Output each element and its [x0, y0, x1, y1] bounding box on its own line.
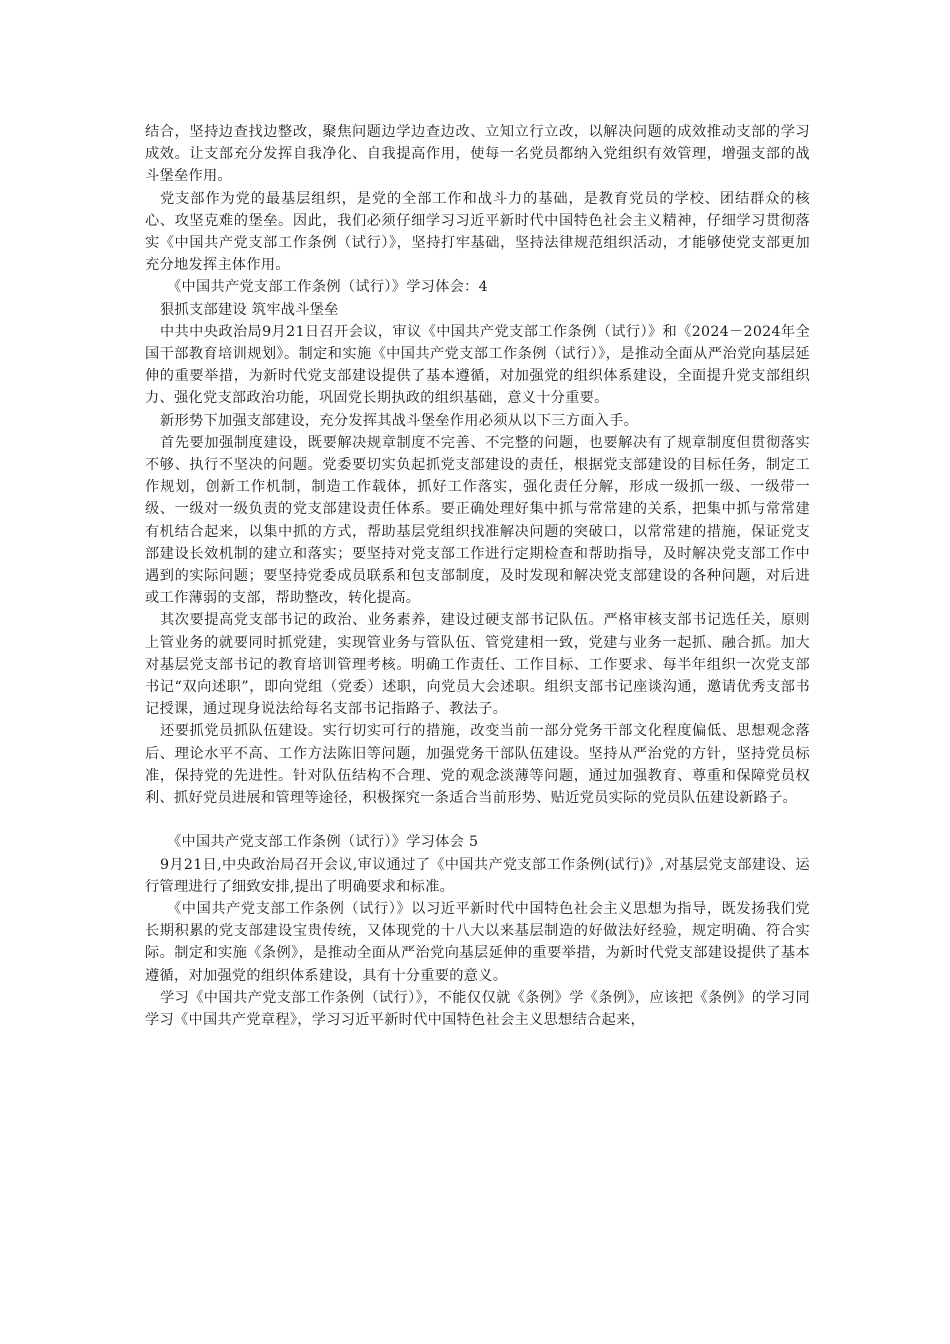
section-gap: [145, 809, 810, 831]
paragraph-second-secretary: 其次要提高党支部书记的政治、业务素养，建设过硬支部书记队伍。严格审核支部书记选任关，原则上管业务的就要同时抓党建，实现管业务与管队伍、管党建相一致，党建与业务一起抓、融合抓。加大对基层党支部书记的教育培训管理考核。明确工作责任、工作目标、工作要求、每半年组织一次党支部书记“双向述职”，即向党组（党委）述职，向党员大会述职。组织支部书记座谈沟通，邀请优秀支部书记授课，通过现身说法给每名支部书记指路子、教法子。: [145, 612, 810, 718]
paragraph-regulation-guidance: 《中国共产党支部工作条例（试行）》以习近平新时代中国特色社会主义思想为指导，既发扬我们党长期积累的党支部建设宝贵传统，又体现党的十八大以来基层制造的好做法好经验，规定明确、符合实际。制定和实施《条例》，是推动全面从严治党向基层延伸的重要举措，为新时代党支部建设提供了基本遵循，对加强党的组织体系建设，具有十分重要的意义。: [145, 900, 810, 984]
section-subtitle-4: 狠抓支部建设 筑牢战斗堡垒: [160, 301, 339, 318]
paragraph-third-members: 还要抓党员抓队伍建设。实行切实可行的措施，改变当前一部分党务干部文化程度偏低、思想观念落后、理论水平不高、工作方法陈旧等问题，加强党务干部队伍建设。坚持从严治党的方针，坚持党员标准，保持党的先进性。针对队伍结构不合理、党的观念淡薄等问题，通过加强教育、尊重和保障党员权利、抓好党员进展和管理等途径，积极探究一条适合当前形势、贴近党员实际的党员队伍建设新路子。: [145, 723, 810, 807]
paragraph-three-aspects: 新形势下加强支部建设，充分发挥其战斗堡垒作用必须从以下三方面入手。: [160, 412, 639, 429]
document-page: [145, 121, 810, 1031]
paragraph-continuation: 结合，坚持边查找边整改，聚焦问题边学边查边改、立知立行立改，以解决问题的成效推动支部的学习成效。让支部充分发挥自我净化、自我提高作用，使每一名党员都纳入党组织有效管理，增强支部的战斗堡垒作用。: [145, 124, 810, 185]
paragraph-party-branch-role: 党支部作为党的最基层组织，是党的全部工作和战斗力的基础，是教育党员的学校、团结群众的核心、攻坚克难的堡垒。因此，我们必须仔细学习习近平新时代中国特色社会主义精神，仔细学习贯彻落实《中国共产党支部工作条例（试行）》，坚持打牢基础，坚持法律规范组织活动，才能够使党支部更加充分地发挥主体作用。: [145, 190, 810, 274]
section-title-5: 《中国共产党支部工作条例（试行）》学习体会 5: [167, 834, 479, 851]
paragraph-politburo-meeting: 中共中央政治局9月21日召开会议，审议《中国共产党支部工作条例（试行）》和《2024－2024年全国干部教育培训规划》。制定和实施《中国共产党支部工作条例（试行）》，是推动全面从严治党向基层延伸的重要举措，为新时代党支部建设提供了基本遵循，对加强党的组织体系建设，全面提升党支部组织力、强化党支部政治功能，巩固党长期执政的组织基础，意义十分重要。: [145, 323, 810, 407]
paragraph-study-regulation: 学习《中国共产党支部工作条例（试行）》，不能仅仅就《条例》学《条例》，应该把《条例》的学习同学习《中国共产党章程》，学习习近平新时代中国特色社会主义思想结合起来，: [145, 989, 810, 1028]
paragraph-sept-21: 9月21日,中央政治局召开会议,审议通过了《中国共产党支部工作条例(试行)》,对基层党支部建设、运行管理进行了细致安排,提出了明确要求和标准。: [145, 856, 810, 895]
section-title-4: 《中国共产党支部工作条例（试行）》学习体会：4: [167, 279, 488, 296]
paragraph-first-institution: 首先要加强制度建设，既要解决规章制度不完善、不完整的问题，也要解决有了规章制度但贯彻落实不够、执行不坚决的问题。党委要切实负起抓党支部建设的责任，根据党支部建设的目标任务，制定工作规划，创新工作机制，制造工作载体，抓好工作落实，强化责任分解，形成一级抓一级、一级带一级、一级对一级负责的党支部建设责任体系。要正确处理好集中抓与常常建的关系，把集中抓与常常建有机结合起来，以集中抓的方式，帮助基层党组织找准解决问题的突破口，以常常建的措施，保证党支部建设长效机制的建立和落实；要坚持对党支部工作进行定期检查和帮助指导，及时解决党支部工作中遇到的实际问题；要坚持党委成员联系和包支部制度，及时发现和解决党支部建设的各种问题，对后进或工作薄弱的支部，帮助整改，转化提高。: [145, 434, 810, 607]
